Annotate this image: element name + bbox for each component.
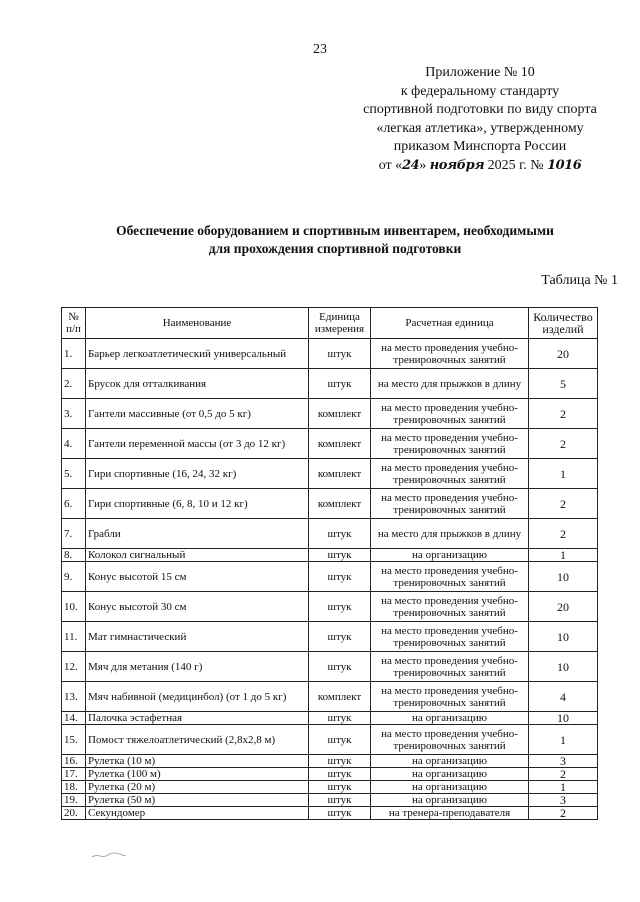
cell-qty: 4 — [529, 682, 598, 712]
cell-qty: 3 — [529, 755, 598, 768]
handwritten-day: 24 — [402, 157, 420, 173]
cell-num: 8. — [62, 549, 86, 562]
table-row — [62, 755, 598, 768]
cell-num: 3. — [62, 399, 86, 429]
cell-unit: комплект — [309, 399, 371, 429]
cell-unit: штук — [309, 807, 371, 820]
cell-num: 11. — [62, 622, 86, 652]
cell-calc: на организацию — [371, 768, 529, 781]
cell-qty: 5 — [529, 369, 598, 399]
header-unit: Единица измерения — [309, 308, 371, 339]
cell-num: 19. — [62, 794, 86, 807]
cell-calc: на место проведения учебно-тренировочных занятий — [371, 652, 529, 682]
table-row — [62, 652, 598, 682]
table-row — [62, 369, 598, 399]
cell-unit: комплект — [309, 489, 371, 519]
table-row — [62, 807, 598, 820]
handwritten-month: ноября — [429, 157, 485, 173]
cell-unit: штук — [309, 369, 371, 399]
cell-calc: на место проведения учебно-тренировочных занятий — [371, 489, 529, 519]
table-row — [62, 339, 598, 369]
cell-num: 16. — [62, 755, 86, 768]
cell-qty: 10 — [529, 712, 598, 725]
table-label: Таблица № 1 — [541, 273, 618, 288]
cell-calc: на место проведения учебно-тренировочных занятий — [371, 339, 529, 369]
cell-unit: штук — [309, 794, 371, 807]
date-prefix: от « — [378, 157, 403, 173]
cell-name: Конус высотой 15 см — [86, 562, 309, 592]
cell-name: Секундомер — [86, 807, 309, 820]
cell-unit: штук — [309, 768, 371, 781]
equipment-table — [61, 307, 598, 820]
cell-unit: штук — [309, 712, 371, 725]
cell-name: Колокол сигнальный — [86, 549, 309, 562]
cell-qty: 1 — [529, 781, 598, 794]
cell-unit: комплект — [309, 682, 371, 712]
cell-name: Мяч набивной (медицинбол) (от 1 до 5 кг) — [86, 682, 309, 712]
cell-unit: штук — [309, 339, 371, 369]
cell-qty: 10 — [529, 562, 598, 592]
cell-name: Рулетка (50 м) — [86, 794, 309, 807]
cell-calc: на место для прыжков в длину — [371, 519, 529, 549]
cell-qty: 20 — [529, 592, 598, 622]
header-qty: Количество изделий — [529, 308, 598, 339]
order-date-line — [330, 157, 630, 176]
table-row — [62, 429, 598, 459]
cell-calc: на организацию — [371, 755, 529, 768]
cell-name: Палочка эстафетная — [86, 712, 309, 725]
cell-qty: 2 — [529, 768, 598, 781]
cell-qty: 10 — [529, 652, 598, 682]
table-header-row — [62, 308, 598, 339]
cell-num: 6. — [62, 489, 86, 519]
date-year: 2025 г. № — [487, 157, 544, 173]
cell-num: 14. — [62, 712, 86, 725]
cell-name: Брусок для отталкивания — [86, 369, 309, 399]
cell-num: 18. — [62, 781, 86, 794]
cell-num: 5. — [62, 459, 86, 489]
cell-name: Мяч для метания (140 г) — [86, 652, 309, 682]
appendix-line: к федеральному стандарту — [400, 83, 560, 99]
table-row — [62, 519, 598, 549]
appendix-line: Приложение № 10 — [425, 65, 535, 80]
cell-num: 1. — [62, 339, 86, 369]
cell-calc: на место проведения учебно-тренировочных занятий — [371, 459, 529, 489]
cell-name: Рулетка (10 м) — [86, 755, 309, 768]
cell-unit: штук — [309, 652, 371, 682]
cell-name: Гантели переменной массы (от 3 до 12 кг) — [86, 429, 309, 459]
appendix-line: «легкая атлетика», утвержденному — [376, 120, 584, 136]
cell-qty: 20 — [529, 339, 598, 369]
cell-qty: 2 — [529, 489, 598, 519]
cell-name: Рулетка (100 м) — [86, 768, 309, 781]
header-num: № п/п — [62, 308, 86, 339]
cell-calc: на место проведения учебно-тренировочных занятий — [371, 429, 529, 459]
cell-qty: 1 — [529, 549, 598, 562]
cell-qty: 1 — [529, 725, 598, 755]
cell-num: 9. — [62, 562, 86, 592]
cell-calc: на организацию — [371, 712, 529, 725]
table-row — [62, 794, 598, 807]
cell-calc: на тренера-преподавателя — [371, 807, 529, 820]
cell-name: Гантели массивные (от 0,5 до 5 кг) — [86, 399, 309, 429]
table-row — [62, 549, 598, 562]
appendix-header — [330, 64, 630, 175]
cell-qty: 2 — [529, 807, 598, 820]
document-title — [40, 222, 630, 258]
cell-qty: 1 — [529, 459, 598, 489]
page-number: 23 — [313, 42, 327, 57]
table-row — [62, 489, 598, 519]
title-line: Обеспечение оборудованием и спортивным инвентарем, необходимыми — [116, 223, 554, 238]
title-line: для прохождения спортивной подготовки — [208, 241, 462, 256]
cell-unit: штук — [309, 549, 371, 562]
table-row — [62, 399, 598, 429]
cell-calc: на место для прыжков в длину — [371, 369, 529, 399]
cell-qty: 2 — [529, 519, 598, 549]
cell-calc: на место проведения учебно-тренировочных занятий — [371, 592, 529, 622]
table-row — [62, 562, 598, 592]
cell-unit: комплект — [309, 429, 371, 459]
cell-name: Гири спортивные (6, 8, 10 и 12 кг) — [86, 489, 309, 519]
cell-calc: на место проведения учебно-тренировочных занятий — [371, 562, 529, 592]
cell-name: Мат гимнастический — [86, 622, 309, 652]
cell-qty: 10 — [529, 622, 598, 652]
header-calc: Расчетная единица — [371, 308, 529, 339]
cell-num: 2. — [62, 369, 86, 399]
cell-num: 10. — [62, 592, 86, 622]
pencil-mark — [90, 848, 130, 862]
cell-qty: 2 — [529, 399, 598, 429]
cell-num: 15. — [62, 725, 86, 755]
cell-unit: штук — [309, 781, 371, 794]
cell-name: Гири спортивные (16, 24, 32 кг) — [86, 459, 309, 489]
cell-calc: на место проведения учебно-тренировочных занятий — [371, 399, 529, 429]
cell-num: 20. — [62, 807, 86, 820]
cell-calc: на место проведения учебно-тренировочных занятий — [371, 682, 529, 712]
cell-num: 7. — [62, 519, 86, 549]
handwritten-order-number: 1016 — [547, 157, 582, 173]
table-row — [62, 592, 598, 622]
cell-calc: на организацию — [371, 781, 529, 794]
cell-calc: на организацию — [371, 549, 529, 562]
cell-calc: на организацию — [371, 794, 529, 807]
cell-qty: 3 — [529, 794, 598, 807]
table-row — [62, 459, 598, 489]
cell-name: Конус высотой 30 см — [86, 592, 309, 622]
cell-unit: штук — [309, 755, 371, 768]
cell-calc: на место проведения учебно-тренировочных занятий — [371, 725, 529, 755]
cell-name: Помост тяжелоатлетический (2,8х2,8 м) — [86, 725, 309, 755]
header-name: Наименование — [86, 308, 309, 339]
table-row — [62, 768, 598, 781]
table-row — [62, 725, 598, 755]
cell-unit: штук — [309, 562, 371, 592]
date-day-suffix: » — [419, 157, 427, 173]
cell-unit: комплект — [309, 459, 371, 489]
cell-num: 12. — [62, 652, 86, 682]
cell-unit: штук — [309, 622, 371, 652]
cell-name: Грабли — [86, 519, 309, 549]
cell-num: 17. — [62, 768, 86, 781]
table-row — [62, 622, 598, 652]
cell-name: Барьер легкоатлетический универсальный — [86, 339, 309, 369]
cell-unit: штук — [309, 592, 371, 622]
table-row — [62, 712, 598, 725]
table-row — [62, 682, 598, 712]
cell-calc: на место проведения учебно-тренировочных занятий — [371, 622, 529, 652]
cell-unit: штук — [309, 725, 371, 755]
cell-unit: штук — [309, 519, 371, 549]
cell-qty: 2 — [529, 429, 598, 459]
appendix-line: спортивной подготовки по виду спорта — [363, 102, 597, 117]
cell-num: 4. — [62, 429, 86, 459]
table-row — [62, 781, 598, 794]
cell-name: Рулетка (20 м) — [86, 781, 309, 794]
appendix-line: приказом Минспорта России — [393, 139, 567, 154]
cell-num: 13. — [62, 682, 86, 712]
